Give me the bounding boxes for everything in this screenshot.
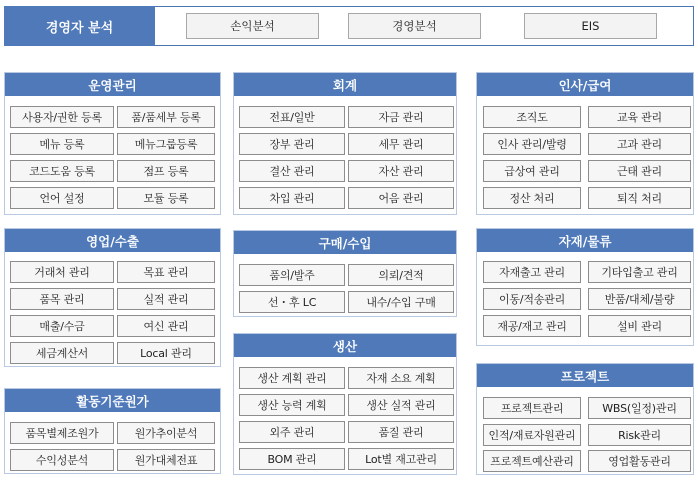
panel-production-title: 생산	[234, 334, 456, 357]
menu-item[interactable]: 목표 관리	[117, 261, 215, 283]
panel-abc	[4, 388, 221, 474]
profit-loss-analysis-button[interactable]: 손익분석	[186, 13, 319, 39]
menu-item[interactable]: 메뉴그룹등록	[117, 133, 215, 155]
panel-accounting-title: 회계	[234, 73, 456, 96]
menu-item[interactable]: 실적 관리	[117, 288, 215, 310]
menu-item[interactable]: 코드도움 등록	[10, 160, 114, 182]
menu-item[interactable]: 생산 계획 관리	[239, 367, 345, 389]
panel-material-title: 자재/물류	[477, 229, 693, 252]
menu-item[interactable]: 인적/재료자원관리	[483, 424, 581, 446]
menu-item[interactable]: 수익성분석	[10, 449, 114, 471]
menu-item[interactable]: 재공/재고 관리	[483, 315, 581, 337]
menu-item[interactable]: 품질 관리	[348, 421, 454, 443]
menu-item[interactable]: 점프 등록	[117, 160, 215, 182]
menu-item[interactable]: 어음 관리	[348, 187, 454, 209]
menu-item[interactable]: 차입 관리	[239, 187, 345, 209]
menu-item[interactable]: 전표/일반	[239, 106, 345, 128]
menu-item[interactable]: 근태 관리	[588, 160, 691, 182]
menu-item[interactable]: 거래처 관리	[10, 261, 114, 283]
menu-item[interactable]: 모듈 등록	[117, 187, 215, 209]
menu-item[interactable]: 품/품세부 등록	[117, 106, 215, 128]
menu-item[interactable]: 프로젝트예산관리	[483, 450, 581, 472]
panel-material	[476, 228, 694, 346]
menu-item[interactable]: 고과 관리	[588, 133, 691, 155]
panel-production	[233, 333, 457, 475]
menu-item[interactable]: Lot별 재고관리	[348, 448, 454, 470]
menu-item[interactable]: BOM 관리	[239, 448, 345, 470]
menu-item[interactable]: 외주 관리	[239, 421, 345, 443]
menu-item[interactable]: 품목별제조원가	[10, 422, 114, 444]
eis-button[interactable]: EIS	[524, 13, 657, 39]
panel-operation	[4, 72, 221, 215]
executive-analysis-title: 경영자 분석	[4, 6, 155, 46]
menu-item[interactable]: WBS(일정)관리	[588, 397, 691, 419]
menu-item[interactable]: 매출/수금	[10, 315, 114, 337]
menu-item[interactable]: 품목 관리	[10, 288, 114, 310]
panel-project-title: 프로젝트	[477, 364, 693, 387]
menu-item[interactable]: Local 관리	[117, 342, 215, 364]
panel-purchase	[233, 230, 457, 317]
menu-item[interactable]: 언어 설정	[10, 187, 114, 209]
menu-item[interactable]: 영업활동관리	[588, 450, 691, 472]
menu-item[interactable]: Risk관리	[588, 424, 691, 446]
menu-item[interactable]: 조직도	[483, 106, 581, 128]
menu-item[interactable]: 사용자/권한 등록	[10, 106, 114, 128]
menu-item[interactable]: 정산 처리	[483, 187, 581, 209]
menu-item[interactable]: 원가대체전표	[117, 449, 215, 471]
menu-item[interactable]: 원가추이분석	[117, 422, 215, 444]
menu-item[interactable]: 품의/발주	[239, 264, 345, 286]
menu-item[interactable]: 세무 관리	[348, 133, 454, 155]
panel-project	[476, 363, 694, 475]
panel-hr	[476, 72, 694, 215]
panel-accounting	[233, 72, 457, 215]
menu-item[interactable]: 의뢰/견적	[348, 264, 454, 286]
panel-operation-title: 운영관리	[5, 73, 220, 96]
menu-item[interactable]: 장부 관리	[239, 133, 345, 155]
menu-item[interactable]: 급상여 관리	[483, 160, 581, 182]
menu-item[interactable]: 반품/대체/불량	[588, 288, 691, 310]
menu-item[interactable]: 설비 관리	[588, 315, 691, 337]
panel-hr-title: 인사/급여	[477, 73, 693, 96]
menu-item[interactable]: 메뉴 등록	[10, 133, 114, 155]
menu-item[interactable]: 세금계산서	[10, 342, 114, 364]
menu-item[interactable]: 기타입출고 관리	[588, 261, 691, 283]
menu-item[interactable]: 여신 관리	[117, 315, 215, 337]
management-analysis-button[interactable]: 경영분석	[348, 13, 481, 39]
menu-item[interactable]: 자금 관리	[348, 106, 454, 128]
panel-abc-title: 활동기준원가	[5, 389, 220, 412]
panel-sales	[4, 228, 221, 367]
menu-item[interactable]: 생산 능력 계획	[239, 394, 345, 416]
menu-item[interactable]: 퇴직 처리	[588, 187, 691, 209]
panel-purchase-title: 구매/수입	[234, 231, 456, 254]
menu-item[interactable]: 프로젝트관리	[483, 397, 581, 419]
menu-item[interactable]: 선・후 LC	[239, 291, 345, 313]
panel-sales-title: 영업/수출	[5, 229, 220, 252]
menu-item[interactable]: 자재 소요 계획	[348, 367, 454, 389]
menu-item[interactable]: 이동/적송관리	[483, 288, 581, 310]
menu-item[interactable]: 교육 관리	[588, 106, 691, 128]
menu-item[interactable]: 내수/수입 구매	[348, 291, 454, 313]
menu-item[interactable]: 결산 관리	[239, 160, 345, 182]
menu-item[interactable]: 생산 실적 관리	[348, 394, 454, 416]
menu-item[interactable]: 인사 관리/발령	[483, 133, 581, 155]
menu-item[interactable]: 자산 관리	[348, 160, 454, 182]
menu-item[interactable]: 자재출고 관리	[483, 261, 581, 283]
